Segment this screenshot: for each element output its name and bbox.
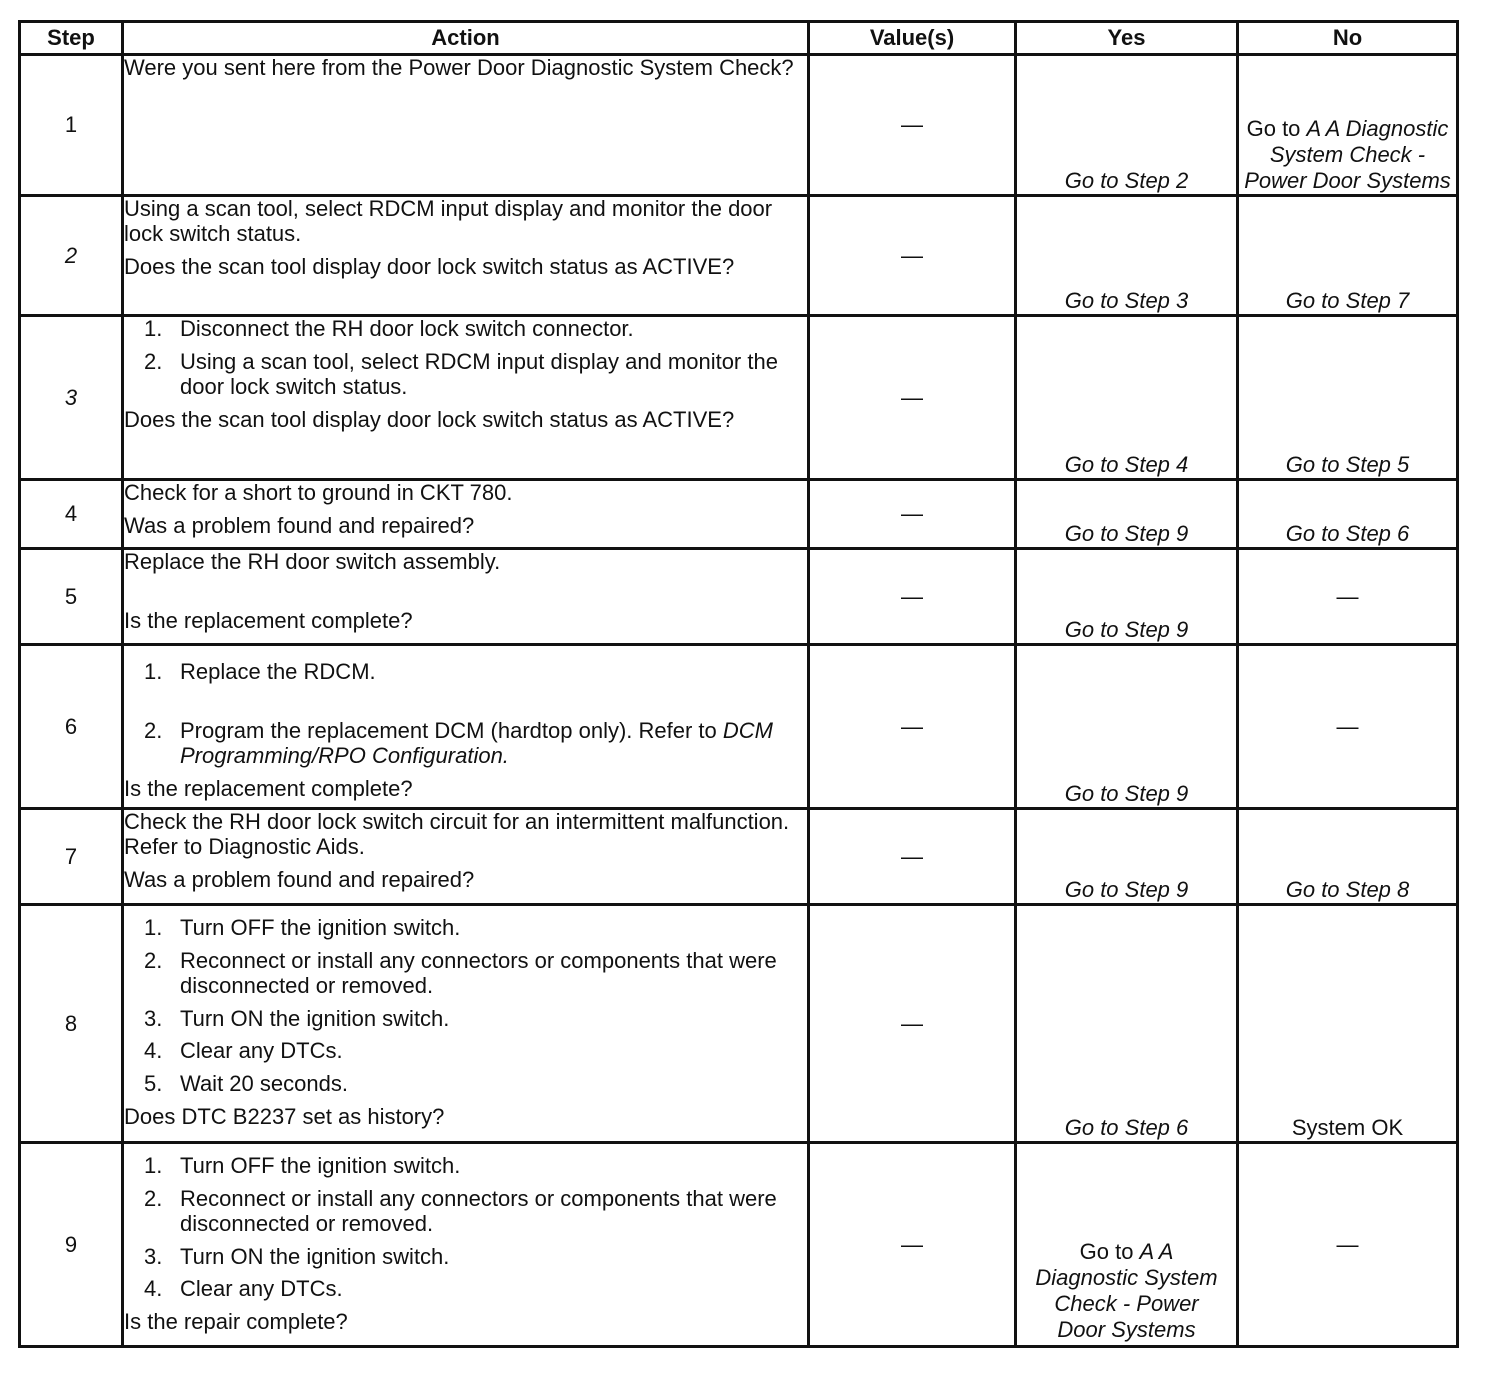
- value-cell: —: [809, 645, 1016, 809]
- action-question: Was a problem found and repaired?: [124, 866, 475, 892]
- table-row: [20, 316, 1458, 480]
- no-link[interactable]: A A Diagnostic System Check - Power Door Systems: [1244, 116, 1451, 194]
- action-text: Check for a short to ground in CKT 780.: [124, 480, 513, 505]
- no-cell[interactable]: Go to Step 7: [1238, 196, 1458, 316]
- action-question: Was a problem found and repaired?: [124, 512, 475, 538]
- action-cell: [123, 809, 809, 905]
- action-item: 2. Using a scan tool, select RDCM input display and monitor the door lock switch status.: [144, 348, 778, 399]
- yes-link[interactable]: A A Diagnostic System Check - Power Door Systems: [1035, 1239, 1218, 1343]
- table-row: [20, 809, 1458, 905]
- no-cell: —: [1238, 645, 1458, 809]
- no-cell: System OK: [1238, 905, 1458, 1143]
- action-item: 3. Turn ON the ignition switch.: [144, 1243, 450, 1269]
- yes-prefix: Go to: [1079, 1239, 1140, 1265]
- step-number: 6: [20, 645, 123, 809]
- action-item: 2. Reconnect or install any connectors or components that were disconnected or removed.: [144, 1185, 777, 1236]
- yes-cell[interactable]: Go to Step 9: [1016, 809, 1238, 905]
- step-number: 9: [20, 1143, 123, 1347]
- header-no: No: [1238, 22, 1458, 55]
- yes-cell[interactable]: Go to Step 3: [1016, 196, 1238, 316]
- action-cell: [123, 55, 809, 196]
- action-text: Using a scan tool, select RDCM input display and monitor the door lock switch status.: [124, 196, 773, 246]
- action-item: 4. Clear any DTCs.: [144, 1276, 343, 1302]
- no-cell[interactable]: [1238, 55, 1458, 196]
- header-step: Step: [20, 22, 123, 55]
- yes-cell[interactable]: Go to Step 2: [1016, 55, 1238, 196]
- no-cell[interactable]: Go to Step 6: [1238, 480, 1458, 549]
- value-cell: —: [809, 549, 1016, 645]
- table-row: [20, 55, 1458, 196]
- action-text: Check the RH door lock switch circuit for an intermittent malfunction. Refer to Diagnostic Aids.: [124, 809, 790, 859]
- action-question: Does DTC B2237 set as history?: [124, 1104, 445, 1130]
- step-number: 5: [20, 549, 123, 645]
- header-yes: Yes: [1016, 22, 1238, 55]
- yes-cell[interactable]: Go to Step 9: [1016, 645, 1238, 809]
- yes-cell[interactable]: Go to Step 4: [1016, 316, 1238, 480]
- action-cell: [123, 316, 809, 480]
- action-item: 3. Turn ON the ignition switch.: [144, 1005, 450, 1031]
- header-action: Action: [123, 22, 809, 55]
- value-cell: —: [809, 1143, 1016, 1347]
- step-number: 7: [20, 809, 123, 905]
- action-cell: [123, 480, 809, 549]
- action-cell: [123, 196, 809, 316]
- step-number: 4: [20, 480, 123, 549]
- action-cell: [123, 1143, 809, 1347]
- yes-cell[interactable]: [1016, 1143, 1238, 1347]
- action-question: Does the scan tool display door lock switch status as ACTIVE?: [124, 406, 735, 432]
- value-cell: —: [809, 480, 1016, 549]
- action-item: 1. Turn OFF the ignition switch.: [144, 915, 461, 940]
- step-number: 2: [20, 196, 123, 316]
- table-row: [20, 549, 1458, 645]
- yes-cell[interactable]: Go to Step 9: [1016, 549, 1238, 645]
- table-row: [20, 1143, 1458, 1347]
- action-item: 1. Turn OFF the ignition switch.: [144, 1153, 461, 1178]
- value-cell: —: [809, 809, 1016, 905]
- table-row: [20, 480, 1458, 549]
- action-text: Were you sent here from the Power Door Diagnostic System Check?: [124, 55, 794, 80]
- action-item: 1. Replace the RDCM.: [144, 659, 376, 684]
- no-cell: —: [1238, 1143, 1458, 1347]
- value-cell: —: [809, 316, 1016, 480]
- action-item: 1. Disconnect the RH door lock switch connector.: [144, 316, 634, 341]
- value-cell: —: [809, 55, 1016, 196]
- header-values: Value(s): [809, 22, 1016, 55]
- value-cell: —: [809, 905, 1016, 1143]
- value-cell: —: [809, 196, 1016, 316]
- no-prefix: Go to: [1246, 116, 1307, 142]
- action-item: 2. Reconnect or install any connectors or components that were disconnected or removed.: [144, 947, 777, 998]
- action-cell: [123, 549, 809, 645]
- diagnostic-table: [18, 20, 1459, 1348]
- action-question: Is the repair complete?: [124, 1309, 348, 1335]
- doc-link[interactable]: DCM Programming/RPO Configuration.: [180, 717, 774, 768]
- no-cell: —: [1238, 549, 1458, 645]
- action-cell: [123, 905, 809, 1143]
- no-cell[interactable]: Go to Step 8: [1238, 809, 1458, 905]
- action-question: Is the replacement complete?: [124, 775, 413, 801]
- table-row: [20, 905, 1458, 1143]
- table-row: [20, 645, 1458, 809]
- action-item: 5. Wait 20 seconds.: [144, 1071, 348, 1097]
- action-question: Is the replacement complete?: [124, 607, 413, 633]
- step-number: 1: [20, 55, 123, 196]
- table-row: [20, 196, 1458, 316]
- action-question: Does the scan tool display door lock switch status as ACTIVE?: [124, 253, 735, 279]
- no-cell[interactable]: Go to Step 5: [1238, 316, 1458, 480]
- step-number: 3: [20, 316, 123, 480]
- header-row: [20, 22, 1458, 55]
- action-item: 2. Program the replacement DCM (hardtop only). Refer to DCM Programming/RPO Configuration.: [144, 717, 774, 768]
- action-cell: [123, 645, 809, 809]
- step-number: 8: [20, 905, 123, 1143]
- yes-cell[interactable]: Go to Step 6: [1016, 905, 1238, 1143]
- action-text: Replace the RH door switch assembly.: [124, 549, 501, 574]
- yes-cell[interactable]: Go to Step 9: [1016, 480, 1238, 549]
- action-item: 4. Clear any DTCs.: [144, 1038, 343, 1064]
